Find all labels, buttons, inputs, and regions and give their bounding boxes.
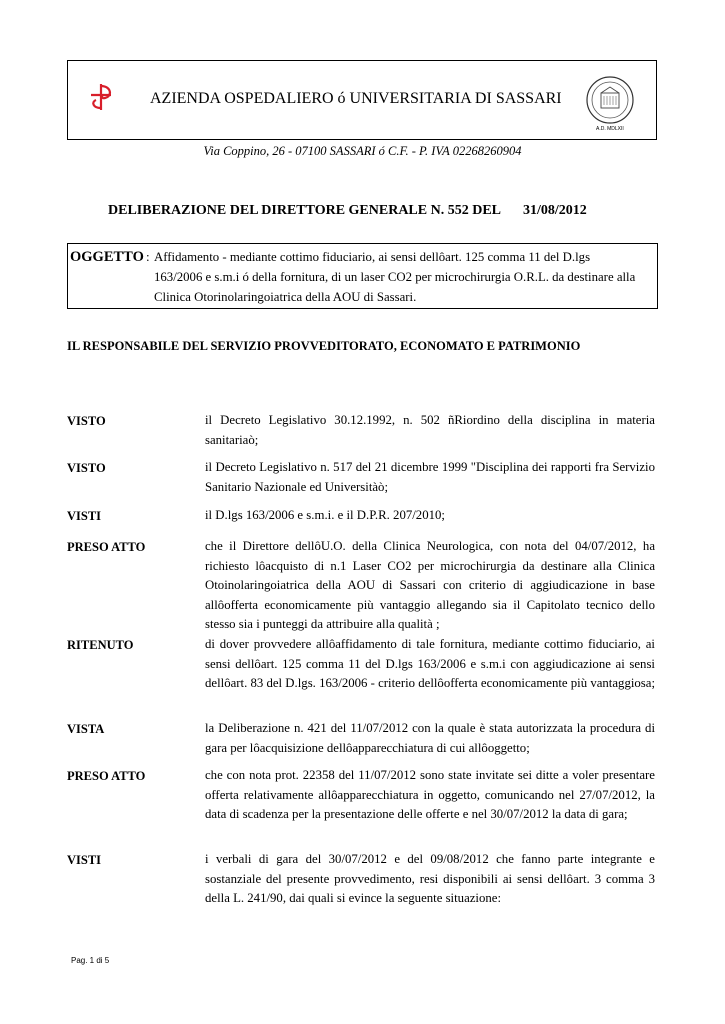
clause-label: VISTI — [67, 853, 102, 867]
deliberation-title — [108, 203, 587, 219]
oggetto-line: Affidamento - mediante cottimo fiduciario, ai sensi dellôart. 125 comma 11 del D.lgs — [154, 250, 591, 264]
clause-text: il Decreto Legislativo 30.12.1992, n. 502 ñRiordino della disciplina in materia sanitariaò; — [205, 413, 655, 447]
deliberation-date: 31/08/2012 — [523, 203, 587, 218]
clause-text: i verbali di gara del 30/07/2012 e del 09/08/2012 che fanno parte integrante e sostanziale del presente provvedimento, resi disponibili ai sensi dellôart. 3 comma 3 della L. 241/90, dai quali si evince la seguente situazione: — [205, 852, 655, 906]
clause-label: RITENUTO — [67, 638, 134, 652]
clause-text: che il Direttore dellôU.O. della Clinica Neurologica, con nota del 04/07/2012, ha richiesto lôacquisto di n.1 Laser CO2 per microchirurgia da destinare alla Clinica Otoinolaringoiatrica della AOU di Sassari con criterio di aggiudicazione in base allôofferta economicamente più vantaggio allegando sia il Capitolato tecnico dello stesso sia i punteggi da attribuire alla qualità ; — [205, 539, 655, 632]
institution-name: AZIENDA OSPEDALIERO ó UNIVERSITARIA DI SASSARI — [150, 90, 562, 107]
oggetto-label: OGGETTO — [70, 249, 144, 265]
responsible-heading: IL RESPONSABILE DEL SERVIZIO PROVVEDITORATO, ECONOMATO E PATRIMONIO — [67, 339, 581, 353]
clause-label: PRESO ATTO — [67, 769, 146, 783]
clause-label: VISTO — [67, 414, 106, 428]
oggetto-colon: : — [146, 249, 150, 264]
clause-label: VISTO — [67, 461, 106, 475]
oggetto-line: 163/2006 e s.m.i ó della fornitura, di un laser CO2 per microchirurgia O.R.L. da destinare alla — [154, 270, 636, 284]
clause-text: il Decreto Legislativo n. 517 del 21 dicembre 1999 "Disciplina dei rapporti fra Servizio Sanitario Nazionale ed Universitàò; — [205, 460, 655, 494]
seal-caption: A.D. MDLXII — [596, 126, 624, 132]
address-line: Via Coppino, 26 - 07100 SASSARI ó C.F. - P. IVA 02268260904 — [203, 144, 522, 158]
clause-text: che con nota prot. 22358 del 11/07/2012 sono state invitate sei ditte a voler presentare offerta relativamente allôapparecchiatura in oggetto, comunicando nel 27/07/2012, la data di scadenza per la presentazione delle offerte e nel 30/07/2012 la data di gara; — [205, 768, 655, 822]
clause-label: VISTA — [67, 722, 105, 736]
clause-label: VISTI — [67, 509, 102, 523]
university-seal-icon — [585, 75, 635, 125]
clause-text: il D.lgs 163/2006 e s.m.i. e il D.P.R. 207/2010; — [205, 508, 445, 522]
deliberation-number: DELIBERAZIONE DEL DIRETTORE GENERALE N. 552 DEL — [108, 203, 502, 218]
clause-text: di dover provvedere allôaffidamento di tale fornitura, mediante cottimo fiduciario, ai sensi dellôart. 125 comma 11 del D.lgs 163/2006 e s.m.i con aggiudicazione ai sensi dellôart. 83 del D.lgs. 163/2006 - criterio dellôofferta economicamente più vantaggiosa; — [205, 637, 656, 691]
hospital-logo-icon — [87, 80, 121, 114]
oggetto-line: Clinica Otorinolaringoiatrica della AOU di Sassari. — [154, 290, 417, 304]
clause-label: PRESO ATTO — [67, 540, 146, 554]
page-number: Pag. 1 di 5 — [71, 956, 110, 965]
clause-text: la Deliberazione n. 421 del 11/07/2012 con la quale è stata autorizzata la procedura di gara per lôacquisizione dellôapparecchiatura di cui allôoggetto; — [205, 721, 655, 755]
